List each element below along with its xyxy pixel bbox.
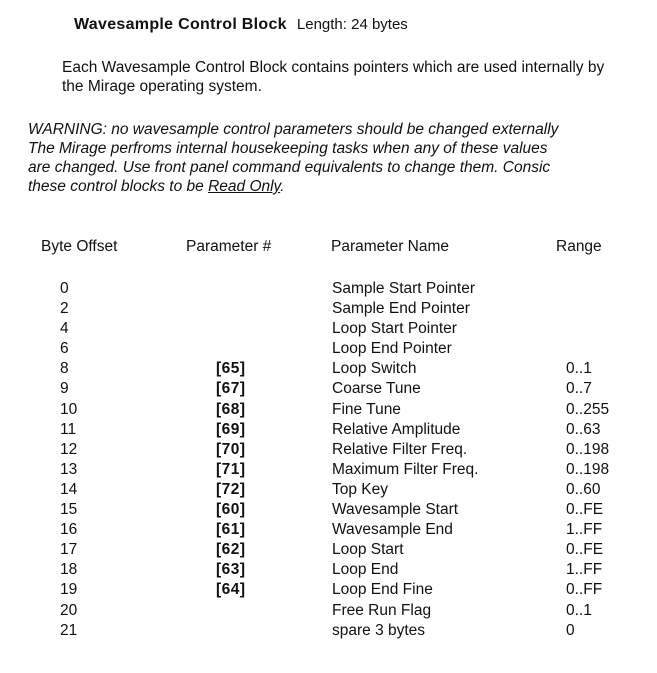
- table-row: [0, 420, 657, 440]
- table-row: [0, 500, 657, 520]
- parameter-name-cell: Top Key: [332, 480, 389, 498]
- parameter-name-cell: Fine Tune: [332, 400, 401, 418]
- table-row: [0, 601, 657, 621]
- range-cell: 1..FF: [566, 521, 603, 539]
- table-row: [0, 621, 657, 641]
- column-header-byte-offset: Byte Offset: [41, 238, 118, 255]
- byte-offset-cell: 8: [60, 360, 69, 378]
- range-cell: 0..1: [566, 360, 592, 378]
- table-row: [0, 440, 657, 460]
- column-header-parameter-number: Parameter #: [186, 238, 272, 255]
- table-row: [0, 400, 657, 420]
- parameter-table: [0, 279, 657, 641]
- table-row: [0, 319, 657, 339]
- parameter-name-cell: Relative Filter Freq.: [332, 440, 468, 458]
- warning-paragraph: [28, 120, 657, 196]
- parameter-number-cell: [67]: [216, 380, 246, 398]
- range-cell: 0..1: [566, 601, 592, 619]
- parameter-number-cell: [61]: [216, 521, 246, 539]
- block-length: Length: 24 bytes: [296, 16, 408, 33]
- range-cell: 0..FE: [566, 541, 604, 559]
- parameter-number-cell: [64]: [216, 581, 246, 599]
- table-row: [0, 299, 657, 319]
- column-header-parameter-name: Parameter Name: [331, 238, 450, 255]
- section-title: Wavesample Control Block: [74, 16, 287, 33]
- table-row: [0, 339, 657, 359]
- table-row: [0, 379, 657, 399]
- parameter-number-cell: [71]: [216, 460, 246, 478]
- range-cell: 1..FF: [566, 561, 603, 579]
- range-cell: 0..FF: [566, 581, 603, 599]
- parameter-number-cell: [69]: [216, 420, 246, 438]
- parameter-name-cell: Loop Start: [332, 541, 404, 559]
- byte-offset-cell: 9: [60, 380, 69, 398]
- column-header-range: Range: [556, 238, 602, 255]
- parameter-number-cell: [60]: [216, 501, 246, 519]
- range-cell: 0..63: [566, 420, 601, 438]
- byte-offset-cell: 18: [60, 561, 78, 579]
- range-cell: 0..255: [566, 400, 610, 418]
- parameter-name-cell: Sample End Pointer: [332, 300, 470, 318]
- range-cell: 0..198: [566, 460, 610, 478]
- byte-offset-cell: 21: [60, 621, 78, 639]
- table-row: [0, 540, 657, 560]
- range-cell: 0: [566, 621, 575, 639]
- read-only-emphasis: Read Only: [208, 178, 281, 195]
- parameter-name-cell: Maximum Filter Freq.: [332, 460, 479, 478]
- byte-offset-cell: 0: [60, 280, 69, 297]
- warning-text: these control blocks to be: [28, 178, 209, 195]
- byte-offset-cell: 4: [60, 320, 69, 338]
- byte-offset-cell: 17: [60, 541, 78, 559]
- parameter-name-cell: spare 3 bytes: [332, 621, 426, 639]
- parameter-name-cell: Loop Start Pointer: [332, 320, 457, 338]
- byte-offset-cell: 20: [60, 601, 78, 619]
- byte-offset-cell: 11: [60, 420, 77, 438]
- parameter-number-cell: [68]: [216, 400, 246, 418]
- byte-offset-cell: 6: [60, 340, 69, 358]
- table-row: [0, 560, 657, 580]
- warning-line: The Mirage perfroms internal housekeeping tasks when any of these values: [28, 140, 548, 157]
- table-row: [0, 480, 657, 500]
- warning-line: WARNING: no wavesample control parameters should be changed externally: [28, 121, 559, 138]
- parameter-name-cell: Loop End Fine: [332, 581, 433, 599]
- table-row: [0, 580, 657, 600]
- byte-offset-cell: 12: [60, 440, 78, 458]
- table-row: [0, 279, 657, 299]
- parameter-name-cell: Loop Switch: [332, 360, 417, 378]
- table-row: [0, 359, 657, 379]
- section-heading: [74, 16, 408, 34]
- parameter-name-cell: Coarse Tune: [332, 380, 421, 398]
- byte-offset-cell: 16: [60, 521, 78, 539]
- parameter-name-cell: Wavesample End: [332, 521, 453, 539]
- range-cell: 0..60: [566, 480, 601, 498]
- parameter-name-cell: Loop End Pointer: [332, 340, 452, 358]
- parameter-name-cell: Relative Amplitude: [332, 420, 461, 438]
- byte-offset-cell: 10: [60, 400, 78, 418]
- byte-offset-cell: 14: [60, 480, 78, 498]
- byte-offset-cell: 15: [60, 501, 78, 519]
- parameter-number-cell: [70]: [216, 440, 246, 458]
- table-row: [0, 520, 657, 540]
- range-cell: 0..7: [566, 380, 592, 398]
- parameter-number-cell: [72]: [216, 480, 246, 498]
- byte-offset-cell: 13: [60, 460, 78, 478]
- parameter-number-cell: [63]: [216, 561, 246, 579]
- table-row: [0, 460, 657, 480]
- byte-offset-cell: 19: [60, 581, 78, 599]
- range-cell: 0..198: [566, 440, 610, 458]
- parameter-name-cell: Loop End: [332, 561, 399, 579]
- parameter-number-cell: [65]: [216, 360, 246, 378]
- byte-offset-cell: 2: [60, 300, 69, 318]
- intro-paragraph: Each Wavesample Control Block contains pointers which are used internally by the Mirage operating system.: [62, 59, 605, 95]
- warning-line: [28, 177, 657, 196]
- parameter-name-cell: Wavesample Start: [332, 501, 459, 519]
- range-cell: 0..FE: [566, 501, 604, 519]
- parameter-name-cell: Free Run Flag: [332, 601, 432, 619]
- warning-line: are changed. Use front panel command equivalents to change them. Consic: [28, 159, 551, 176]
- parameter-number-cell: [62]: [216, 541, 246, 559]
- parameter-name-cell: Sample Start Pointer: [332, 280, 476, 297]
- warning-text: .: [280, 178, 285, 195]
